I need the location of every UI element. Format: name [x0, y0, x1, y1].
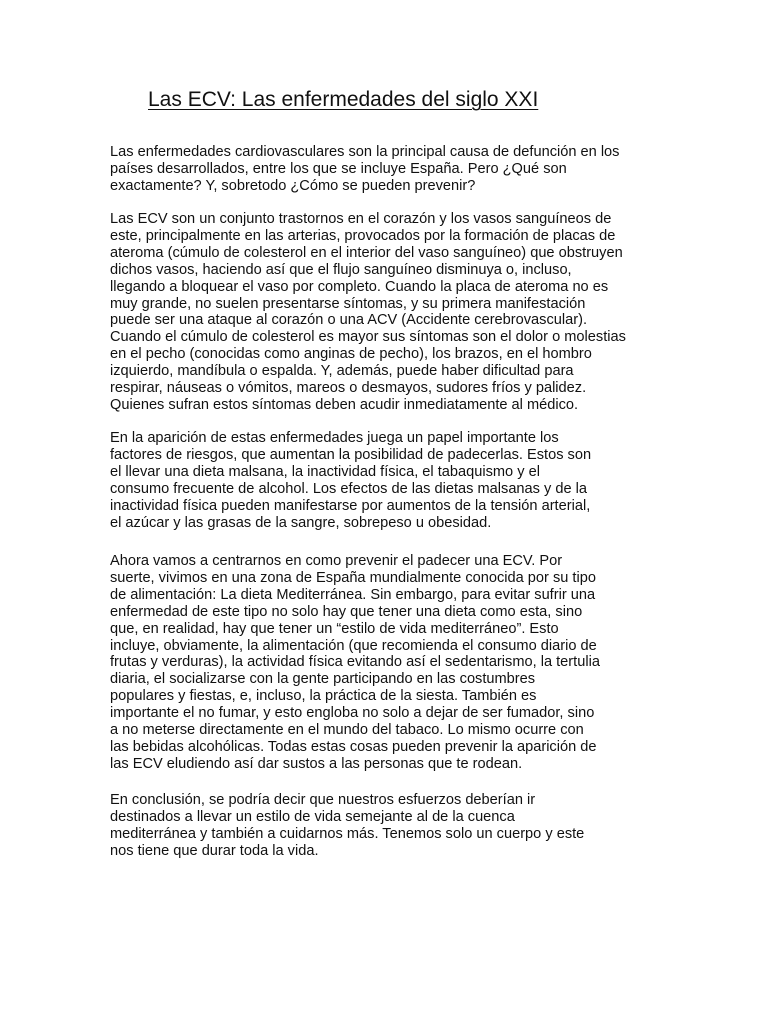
text-line: diaria, el socializarse con la gente participando en las costumbres	[110, 671, 536, 688]
paragraph-definition	[110, 211, 626, 414]
text-line: Las enfermedades cardiovasculares son la principal causa de defunción en los	[110, 144, 620, 160]
text-line: este, principalmente en las arterias, provocados por la formación de placas de	[110, 227, 616, 244]
text-line: Ahora vamos a centrarnos en como prevenir el padecer una ECV. Por	[110, 553, 563, 569]
paragraph-prevention	[110, 553, 600, 773]
text-line: populares y fiestas, e, incluso, la práctica de la siesta. También es	[110, 688, 537, 705]
text-line: respirar, náuseas o vómitos, mareos o desmayos, sudores fríos y palidez.	[110, 380, 587, 397]
text-line: a no meterse directamente en el mundo del tabaco. Lo mismo ocurre con	[110, 722, 584, 739]
text-line: el azúcar y las grasas de la sangre, sobrepeso u obesidad.	[110, 514, 492, 531]
text-line: mediterránea y también a cuidarnos más. Tenemos solo un cuerpo y este	[110, 825, 585, 842]
text-line: en el pecho (conocidas como anginas de pecho), los brazos, en el hombro	[110, 346, 592, 363]
text-line: el llevar una dieta malsana, la inactividad física, el tabaquismo y el	[110, 463, 540, 480]
text-line: En conclusión, se podría decir que nuestros esfuerzos deberían ir	[110, 792, 536, 808]
document-title: Las ECV: Las enfermedades del siglo XXI	[148, 88, 539, 111]
text-line: inactividad física pueden manifestarse por aumentos de la tensión arterial,	[110, 497, 591, 514]
text-line: incluye, obviamente, la alimentación (que recomienda el consumo diario de	[110, 637, 597, 654]
text-line: las bebidas alcohólicas. Todas estas cosas pueden prevenir la aparición de	[110, 738, 597, 755]
text-line: ateroma (cúmulo de colesterol en el interior del vaso sanguíneo) que obstruyen	[110, 244, 623, 261]
paragraph-intro	[110, 144, 619, 195]
text-line: enfermedad de este tipo no solo hay que tener una dieta como esta, sino	[110, 603, 583, 620]
paragraph-risk-factors	[110, 430, 591, 531]
text-line: En la aparición de estas enfermedades juega un papel importante los	[110, 430, 559, 446]
text-line: llegando a bloquear el vaso por completo. Cuando la placa de ateroma no es	[110, 278, 609, 295]
text-line: que, en realidad, hay que tener un “estilo de vida mediterráneo”. Esto	[110, 620, 559, 637]
text-line: nos tiene que durar toda la vida.	[110, 842, 319, 859]
text-line: frutas y verduras), la actividad física evitando así el sedentarismo, la tertulia	[110, 654, 600, 671]
text-line: izquierdo, mandíbula o espalda. Y, además, puede haber dificultad para	[110, 363, 574, 380]
text-line: suerte, vivimos en una zona de España mundialmente conocida por su tipo	[110, 569, 596, 586]
text-line: puede ser una ataque al corazón o una ACV (Accidente cerebrovascular).	[110, 312, 588, 329]
text-line: de alimentación: La dieta Mediterránea. Sin embargo, para evitar sufrir una	[110, 586, 596, 603]
text-line: importante el no fumar, y esto engloba no solo a dejar de ser fumador, sino	[110, 705, 595, 722]
text-line: destinados a llevar un estilo de vida semejante al de la cuenca	[110, 808, 515, 825]
paragraph-conclusion	[110, 792, 584, 860]
text-line: factores de riesgos, que aumentan la posibilidad de padecerlas. Estos son	[110, 446, 592, 463]
text-line: dichos vasos, haciendo así que el flujo sanguíneo disminuya o, incluso,	[110, 261, 572, 278]
text-line: exactamente? Y, sobretodo ¿Cómo se pueden prevenir?	[110, 177, 476, 194]
text-line: Las ECV son un conjunto trastornos en el corazón y los vasos sanguíneos de	[110, 211, 612, 227]
text-line: muy grande, no suelen presentarse síntomas, y su primera manifestación	[110, 295, 586, 312]
text-line: países desarrollados, entre los que se incluye España. Pero ¿Qué son	[110, 160, 567, 177]
text-line: consumo frecuente de alcohol. Los efectos de las dietas malsanas y de la	[110, 480, 588, 497]
text-line: las ECV eludiendo así dar sustos a las personas que te rodean.	[110, 755, 523, 772]
text-line: Quienes sufran estos síntomas deben acudir inmediatamente al médico.	[110, 396, 579, 413]
text-line: Cuando el cúmulo de colesterol es mayor sus síntomas son el dolor o molestias	[110, 329, 626, 346]
